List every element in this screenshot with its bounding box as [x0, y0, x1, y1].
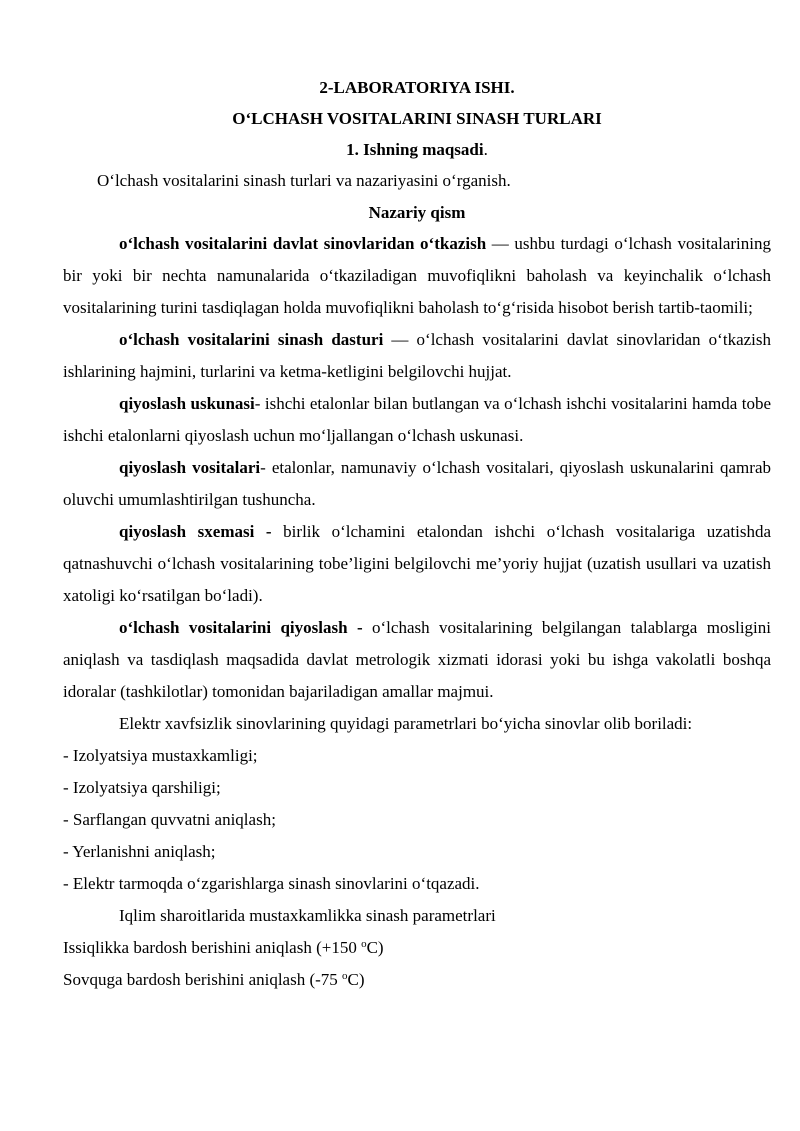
electrical-intro: Elektr xavfsizlik sinovlarining quyidagi parametrlari bo‘yicha sinovlar olib boriladi: — [119, 714, 693, 733]
climate-item-unit: C) — [347, 970, 365, 989]
definition-text: — ushbu turdagi o‘lchash vositalarining bir yoki bir nechta namunalarida o‘tkaziladigan muvofiqlikni baholash va keyinchalik o‘lchash vositalarining turini tasdiqlagan holda muvofiqlikni baholash to‘g‘risida hisobot berish tartib-taomili; — [63, 234, 772, 317]
climate-item — [63, 932, 771, 964]
climate-item-text: Issiqlikka bardosh berishini aniqlash (+150 — [63, 938, 362, 957]
list-item: - Yerlanishni aniqlash; — [63, 842, 216, 861]
definition-term: qiyoslash vositalari — [119, 458, 261, 477]
goal-heading-text: 1. Ishning maqsadi — [346, 140, 484, 159]
definition-term: qiyoslash sxemasi - — [119, 522, 272, 541]
definition-paragraph — [63, 612, 771, 708]
definition-text: birlik o‘lchamini etalondan ishchi o‘lchash vositalariga uzatishda qatnashuvchi o‘lchash vositalarining tobe’ligini belgilovchi me’yoriy hujjat (uzatish usullari va uzatish xatoligi ko‘rsatilgan bo‘ladi). — [63, 522, 771, 605]
definition-text: o‘lchash vositalarining belgilangan talablarga mosligini aniqlash va tasdiqlash maqsadida davlat metrologik xizmati idorasi yoki bu ishga vakolatli boshqa idoralar (tashkilotlar) tomonidan bajariladigan amallar majmui. — [63, 618, 771, 701]
definition-paragraph — [63, 228, 771, 324]
definition-term: qiyoslash uskunasi — [119, 394, 255, 413]
lab-title: 2-LABORATORIYA ISHI. — [319, 78, 515, 97]
definition-paragraph — [63, 324, 771, 388]
goal-text: O‘lchash vositalarini sinash turlari va nazariyasini o‘rganish. — [97, 171, 511, 190]
document-page — [63, 72, 771, 996]
degree-sup: o — [342, 970, 348, 982]
definition-term: o‘lchash vositalarini qiyoslash - — [119, 618, 363, 637]
definition-term: o‘lchash vositalarini sinash dasturi — [119, 330, 384, 349]
list-item: - Sarflangan quvvatni aniqlash; — [63, 810, 276, 829]
goal-heading — [63, 134, 771, 165]
definition-term: o‘lchash vositalarini davlat sinovlaridan o‘tkazish — [119, 234, 487, 253]
climate-item — [63, 964, 771, 996]
definition-paragraph — [63, 452, 771, 516]
list-item: - Izolyatsiya mustaxkamligi; — [63, 746, 258, 765]
climate-item-text: Sovquga bardosh berishini aniqlash (-75 — [63, 970, 343, 989]
list-item: - Elektr tarmoqda o‘zgarishlarga sinash sinovlarini o‘tqazadi. — [63, 874, 480, 893]
definition-text: - etalonlar, namunaviy o‘lchash vositalari, qiyoslash uskunalarini qamrab oluvchi umumlashtirilgan tushuncha. — [63, 458, 771, 509]
climate-intro: Iqlim sharoitlarida mustaxkamlikka sinash parametrlari — [119, 906, 496, 925]
definition-paragraph — [63, 388, 771, 452]
definition-text: — o‘lchash vositalarini davlat sinovlaridan o‘tkazish ishlarining hajmini, turlarini va ketma-ketligini belgilovchi hujjat. — [63, 330, 771, 381]
topic-title: O‘LCHASH VOSITALARINI SINASH TURLARI — [232, 109, 602, 128]
theory-title: Nazariy qism — [368, 203, 466, 222]
degree-sup: o — [361, 938, 367, 950]
climate-item-unit: C) — [366, 938, 384, 957]
list-item: - Izolyatsiya qarshiligi; — [63, 778, 221, 797]
goal-heading-dot: . — [483, 140, 488, 159]
definition-text: - ishchi etalonlar bilan butlangan va o‘lchash ishchi vositalarini hamda tobe ishchi etalonlarni qiyoslash uchun mo‘ljallangan o‘lchash uskunasi. — [63, 394, 771, 445]
definition-paragraph — [63, 516, 771, 612]
